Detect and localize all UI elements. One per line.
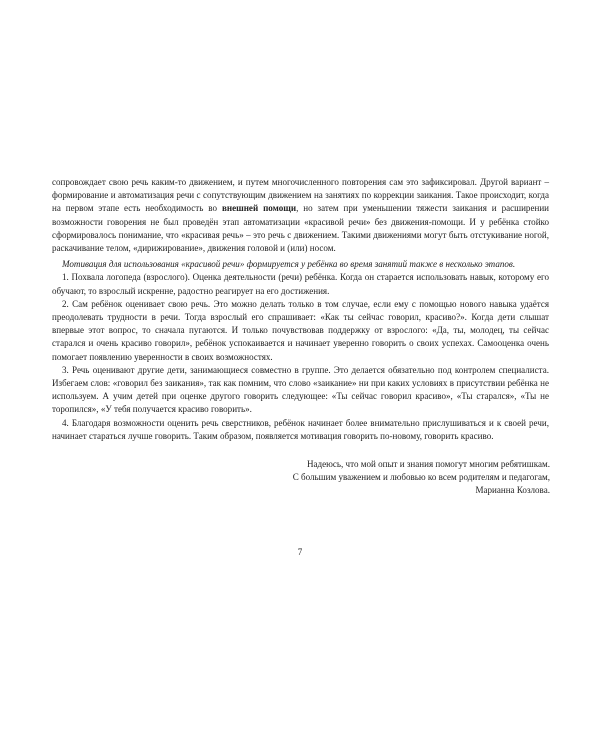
intro-paragraph — [52, 176, 549, 255]
author-signature: Марианна Козлова. — [475, 485, 550, 496]
closing-line-hope: Надеюсь, что мой опыт и знания помогут многим ребятишкам. — [306, 459, 550, 469]
stage-paragraph-3: 3. Речь оценивают другие дети, занимающиеся совместно в группе. Это делается обязательно под контролем специалиста. Избегаем слов: «говорил без заикания», так как помним, что слово «заикание» ни при каких условиях в присутствии ребёнка не используем. А учим детей при оценке другого говорить следующее: «Ты сейчас говорил красиво», «Ты старался», «Ты не торопился», «У тебя получается красиво говорить». — [52, 364, 549, 415]
closing-block — [250, 458, 550, 498]
intro-bold-text: внешней помощи — [221, 203, 297, 214]
motivation-heading: Мотивация для использования «красивой речи» формируется у ребёнка во время занятий также в несколько этапов. — [62, 259, 516, 270]
closing-line-regards: С большим уважением и любовью ко всем родителям и педагогам, — [292, 472, 550, 483]
stage-paragraph-2: 2. Сам ребёнок оценивает свою речь. Это можно делать только в том случае, если ему с помощью нового навыка удаётся преодолевать трудности в речи. Тогда взрослый его спрашивает: «Как ты сейчас говорил, красиво?». Когда дети слышат впервые этот вопрос, то сначала пугаются. И только почувствовав поддержку от взрослого: «Да, ты, молодец, ты сейчас старался и очень красиво говорил», ребёнок успокаивается и начинает уверенно говорить о своих успехах. Самооценка очень помогает появлению уверенности в своих возможностях. — [52, 298, 549, 362]
intro-text-end: , но затем при уменьшении тяжести заикания и расширении возможности говорения не был проведён этап автоматизации «красивой речи» без движения-помощи. И у ребёнка стойко сформировалось понимание, что «красивая речь» – это речь с движением. Такими движениями могут быть отстукивание ногой, раскачивание телом, «дирижирование», движения головой и (или) носом. — [52, 203, 549, 254]
stage-paragraph-1: 1. Похвала логопеда (взрослого). Оценка деятельности (речи) ребёнка. Когда он старается использовать навык, которому его обучают, то взрослый искренне, радостно реагирует на его достижения. — [52, 272, 549, 296]
stage-paragraph-4: 4. Благодаря возможности оценить речь сверстников, ребёнок начинает более внимательно прислушиваться и к своей речи, начинает стараться лучше говорить. Таким образом, появляется мотивация говорить по-новому, говорить красиво. — [52, 417, 549, 441]
page-number: 7 — [297, 547, 303, 557]
body-text — [52, 176, 549, 443]
intro-text-start: сопровождает свою речь каким-то движением, и путем многочисленного повторения сам это зафиксировал. Другой вариант – формирование и автоматизация речи с сопутствующим движением на занятиях по коррекции заикания. Такое происходит, когда на первом этапе есть необходимость во — [52, 177, 549, 214]
